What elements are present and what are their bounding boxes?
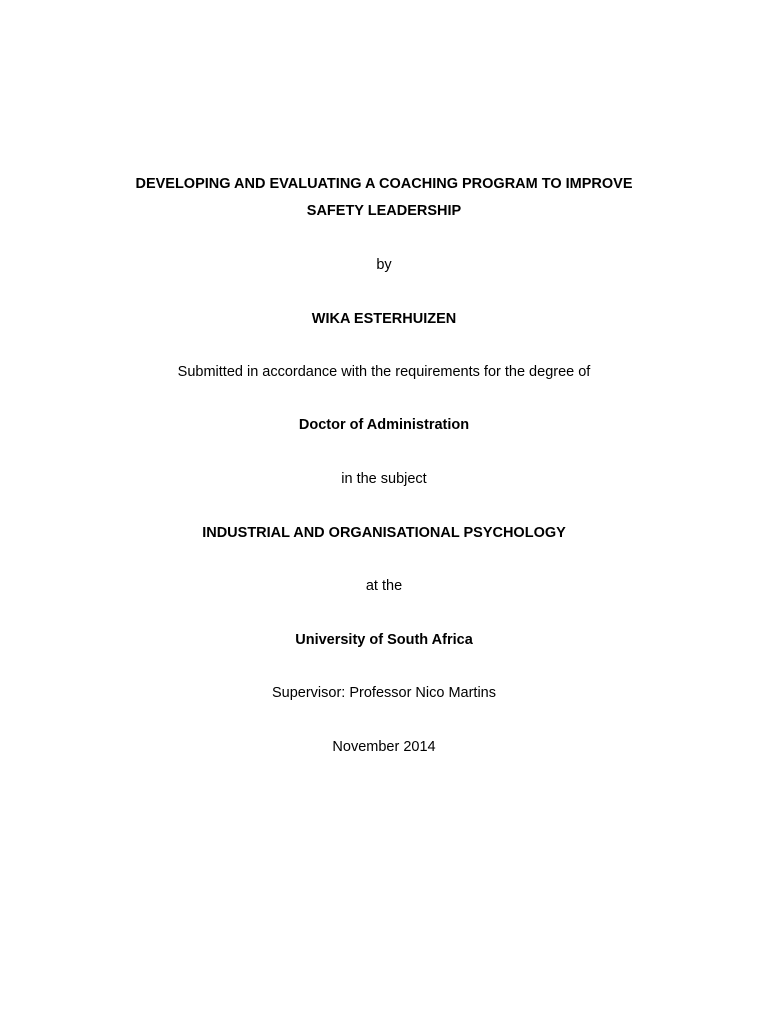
thesis-title-line-1: DEVELOPING AND EVALUATING A COACHING PROGRAM TO IMPROVE xyxy=(135,176,633,192)
submission-date: November 2014 xyxy=(332,739,436,755)
subject-intro: in the subject xyxy=(341,471,427,487)
institution-name: University of South Africa xyxy=(295,632,473,648)
subject-name: INDUSTRIAL AND ORGANISATIONAL PSYCHOLOGY xyxy=(202,525,566,541)
institution-intro: at the xyxy=(365,578,403,594)
degree-name: Doctor of Administration xyxy=(298,417,470,433)
thesis-title-line-2: SAFETY LEADERSHIP xyxy=(306,203,462,219)
author-name: WIKA ESTERHUIZEN xyxy=(311,311,457,327)
by-label: by xyxy=(376,257,392,273)
supervisor-line: Supervisor: Professor Nico Martins xyxy=(271,685,496,701)
submission-statement: Submitted in accordance with the requirements for the degree of xyxy=(177,364,591,380)
